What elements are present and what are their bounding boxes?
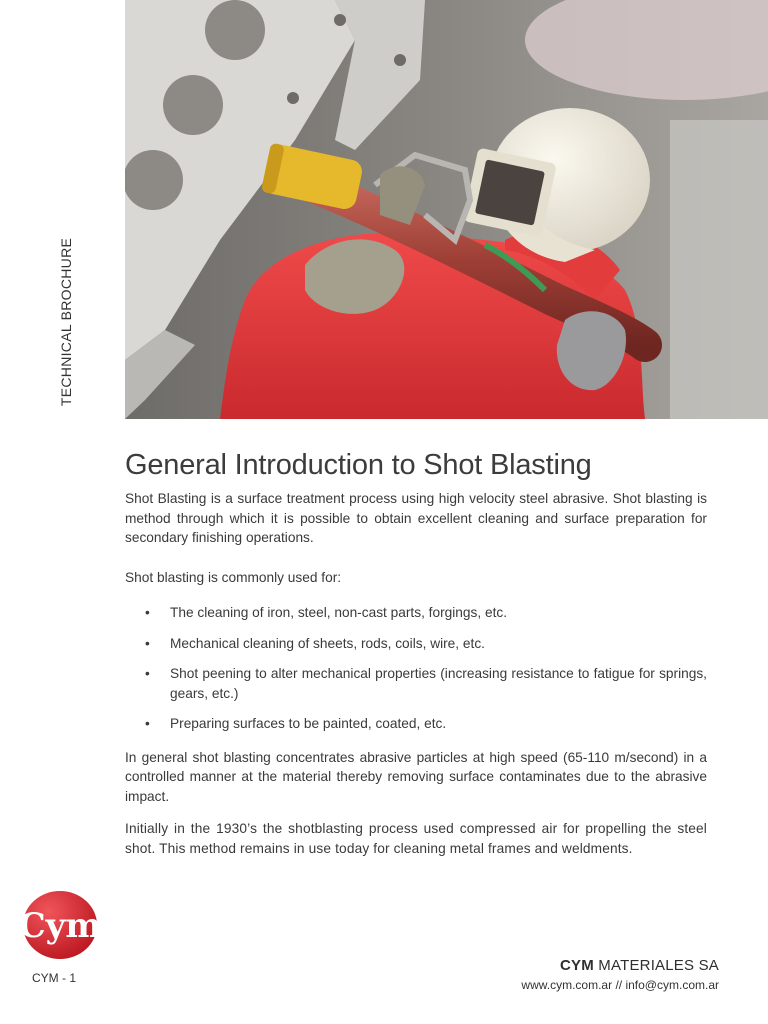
website-link[interactable]: www.cym.com.ar [521,978,613,992]
uses-list [125,603,707,734]
contact-line [521,978,719,992]
bullet-icon: • [145,635,150,651]
logo-text: Cym [22,906,98,946]
list-item: • The cleaning of iron, steel, non-cast parts, forgings, etc. [125,603,707,623]
bullet-icon: • [145,605,150,620]
list-item: • Shot peening to alter mechanical properties (increasing resistance to fatigue for springs, gears, etc.) [145,666,707,701]
worker-shot-blasting-photo [125,0,768,419]
list-item: • Preparing surfaces to be painted, coated, etc. [125,714,707,734]
page-title: General Introduction to Shot Blasting [125,449,592,481]
email-link[interactable]: info@cym.com.ar [625,978,719,992]
page-number: CYM - 1 [32,971,77,985]
history-paragraph: Initially in the 1930’s the shotblasting process used compressed air for propelling the steel shot. This method remains in use today for cleaning metal frames and weldments. [125,821,707,856]
company-name: CYM MATERIALES SA [560,957,719,974]
cym-logo [22,890,98,960]
article-body [125,489,707,858]
sidebar-label: TECHNICAL BROCHURE [58,237,74,407]
separator: // [612,978,626,992]
intro-paragraph: Shot Blasting is a surface treatment process using high velocity steel abrasive. Shot blasting is method through which it is possible to obtain excellent cleaning and surface preparation for secondary finishing operations. [125,491,707,545]
hero-photo [125,0,768,419]
bullet-icon: • [145,666,150,681]
bullet-icon: • [145,716,150,731]
used-for-paragraph: Shot blasting is commonly used for: [125,569,342,585]
list-item: • Mechanical cleaning of sheets, rods, coils, wire, etc. [125,634,707,654]
general-paragraph: In general shot blasting concentrates abrasive particles at high speed (65-110 m/second) in a controlled manner at the material thereby removing surface contaminates due to the abrasive impact. [125,749,707,804]
